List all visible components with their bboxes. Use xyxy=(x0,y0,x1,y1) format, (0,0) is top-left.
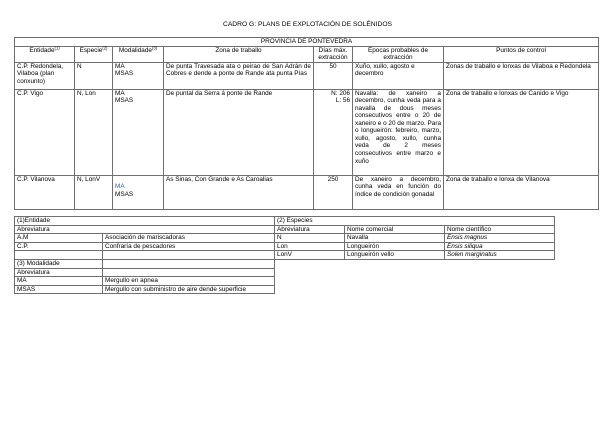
header-row xyxy=(15,46,599,62)
legend-empty-cell xyxy=(103,251,275,260)
cell-zona: De puntal da Serra á ponte de Rande xyxy=(164,89,314,175)
legend-especie-comercial: Longueirón xyxy=(345,242,445,251)
header-entidade-label: Entidade xyxy=(29,46,55,54)
legend-row xyxy=(15,268,555,277)
cell-especie: N, LonV xyxy=(75,175,113,209)
legend-comercial-header: Nome comercial xyxy=(345,225,445,234)
legend-modalidade-abbr: MSAS xyxy=(15,285,103,294)
legend-row xyxy=(15,285,555,294)
header-epocas: Epocas probables de extracción xyxy=(353,46,444,62)
cell-zona: De punta Travesada ata o peirao de San Adrán de Cobres e dende a ponte de Rande ata punta Pías xyxy=(164,62,314,89)
header-especie xyxy=(75,46,113,62)
dias-line-2: L: 56 xyxy=(335,97,350,105)
legend-row xyxy=(15,225,555,234)
header-puntos: Puntos de control xyxy=(444,46,599,62)
header-especie-footnote: (2) xyxy=(102,45,108,51)
legend-abbr-header: Abreviatura xyxy=(15,268,103,277)
header-entidade xyxy=(15,46,75,62)
cell-entidade: C.P. Vigo xyxy=(15,89,75,175)
cell-entidade: C.P. Redondela, Vilaboa (plan conxunto) xyxy=(15,62,75,89)
cell-puntos: Zona de traballo e lonxa de Vilanova xyxy=(444,175,599,209)
cell-puntos: Zona de traballo e lonxas de Canido e Vigo xyxy=(444,89,599,175)
legend-modalidade-name: Mergullo con subministro de aire dende superficie xyxy=(103,285,275,294)
legend-empty-cell xyxy=(103,268,275,277)
province-header: PROVINCIA DE PONTEVEDRA xyxy=(15,38,599,47)
legend-especies-title: (2) Especies xyxy=(275,217,555,226)
legend-row xyxy=(15,259,555,268)
cell-dias xyxy=(314,89,353,175)
modalidade-line-1: MA xyxy=(115,62,125,70)
cell-entidade: C.P. Vilanova xyxy=(15,175,75,209)
cell-epocas: Navalla: de xaneiro a decembro, cunha veda para a navalla de dous meses consecutivos entre o 20 de xaneiro e o 20 de marzo. Para o longueirón: febreiro, marzo, xullo, agosto, xullo, cunha veda de 2 meses consecutivos entre marzo e xuño xyxy=(353,89,444,175)
cell-especie: N, Lon xyxy=(75,89,113,175)
header-entidade-footnote: (1) xyxy=(54,45,60,51)
header-dias: Días máx. extracción xyxy=(314,46,353,62)
legend-modalidade-abbr: MA xyxy=(15,277,103,286)
modalidade-line-2: MSAS xyxy=(115,97,134,105)
cell-puntos: Zonas de traballo e lonxas de Vilaboa e Redondela xyxy=(444,62,599,89)
legend-especie-cientifico: Ensis siliqua xyxy=(445,242,555,251)
legend-row xyxy=(15,217,555,226)
cell-zona: As Sinas, Con Grande e As Caroalias xyxy=(164,175,314,209)
table-row xyxy=(15,62,599,89)
legend-especie-comercial: Navalla xyxy=(345,234,445,243)
table-row xyxy=(15,175,599,209)
legend-row xyxy=(15,242,555,251)
legend-table xyxy=(14,216,555,294)
modalidade-line-1: MA xyxy=(115,89,125,97)
cell-modalidade xyxy=(113,89,164,175)
legend-entidade-abbr: C.P. xyxy=(15,242,103,251)
modalidade-line-2: MSAS xyxy=(115,70,134,78)
modalidade-line-1: MA xyxy=(115,183,125,191)
legend-row xyxy=(15,251,555,260)
cell-dias: 50 xyxy=(314,62,353,89)
header-zona: Zona de traballo xyxy=(164,46,314,62)
legend-especie-cientifico: Solen marginatus xyxy=(445,251,555,260)
legend-entidade-name: Confraría de pescadores xyxy=(103,242,275,251)
cell-modalidade xyxy=(113,175,164,209)
legend-abbr-header: Abreviatura xyxy=(275,225,345,234)
legend-especie-abbr: N xyxy=(275,234,345,243)
cell-epocas: De xaneiro a decembro, cunha veda en función do índice de condición gonadal xyxy=(353,175,444,209)
cell-dias: 250 xyxy=(314,175,353,209)
legend-especie-cientifico: Ensis magnus xyxy=(445,234,555,243)
legend-cientifico-header: Nome científico xyxy=(445,225,555,234)
legend-row xyxy=(15,277,555,286)
legend-abbr-header: Abreviatura xyxy=(15,225,275,234)
header-especie-label: Especie xyxy=(79,46,103,54)
legend-empty-cell xyxy=(15,251,103,260)
table-row xyxy=(15,89,599,175)
legend-entidade-abbr: A.M xyxy=(15,234,103,243)
legend-modalidade-name: Mergullo en apnea xyxy=(103,277,275,286)
modalidade-spacer xyxy=(115,176,161,184)
legend-especie-abbr: Lon xyxy=(275,242,345,251)
exploitation-plans-table xyxy=(14,37,599,210)
legend-empty-cell xyxy=(103,259,275,268)
header-modalidade-footnote: (3) xyxy=(151,45,158,51)
header-modalidade xyxy=(113,46,164,62)
legend-entidade-name: Asociación de mariscadoras xyxy=(103,234,275,243)
page-title: CADRO G: PLANS DE EXPLOTACIÓN DE SOLÉNIDOS xyxy=(223,21,392,28)
legend-row xyxy=(15,234,555,243)
modalidade-line-2: MSAS xyxy=(115,190,134,198)
cell-modalidade xyxy=(113,62,164,89)
legend-especie-abbr: LonV xyxy=(275,251,345,260)
legend-entidade-title: (1)Entidade xyxy=(15,217,275,226)
legend-modalidade-title: (3) Modalidade xyxy=(15,259,103,268)
dias-line-1: N: 206 xyxy=(331,89,350,97)
cell-especie: N xyxy=(75,62,113,89)
header-modalidade-label: Modalidade xyxy=(118,46,152,54)
cell-epocas: Xuño, xullo, agosto e decembro xyxy=(353,62,444,89)
legend-especie-comercial: Longueirón vello xyxy=(345,251,445,260)
